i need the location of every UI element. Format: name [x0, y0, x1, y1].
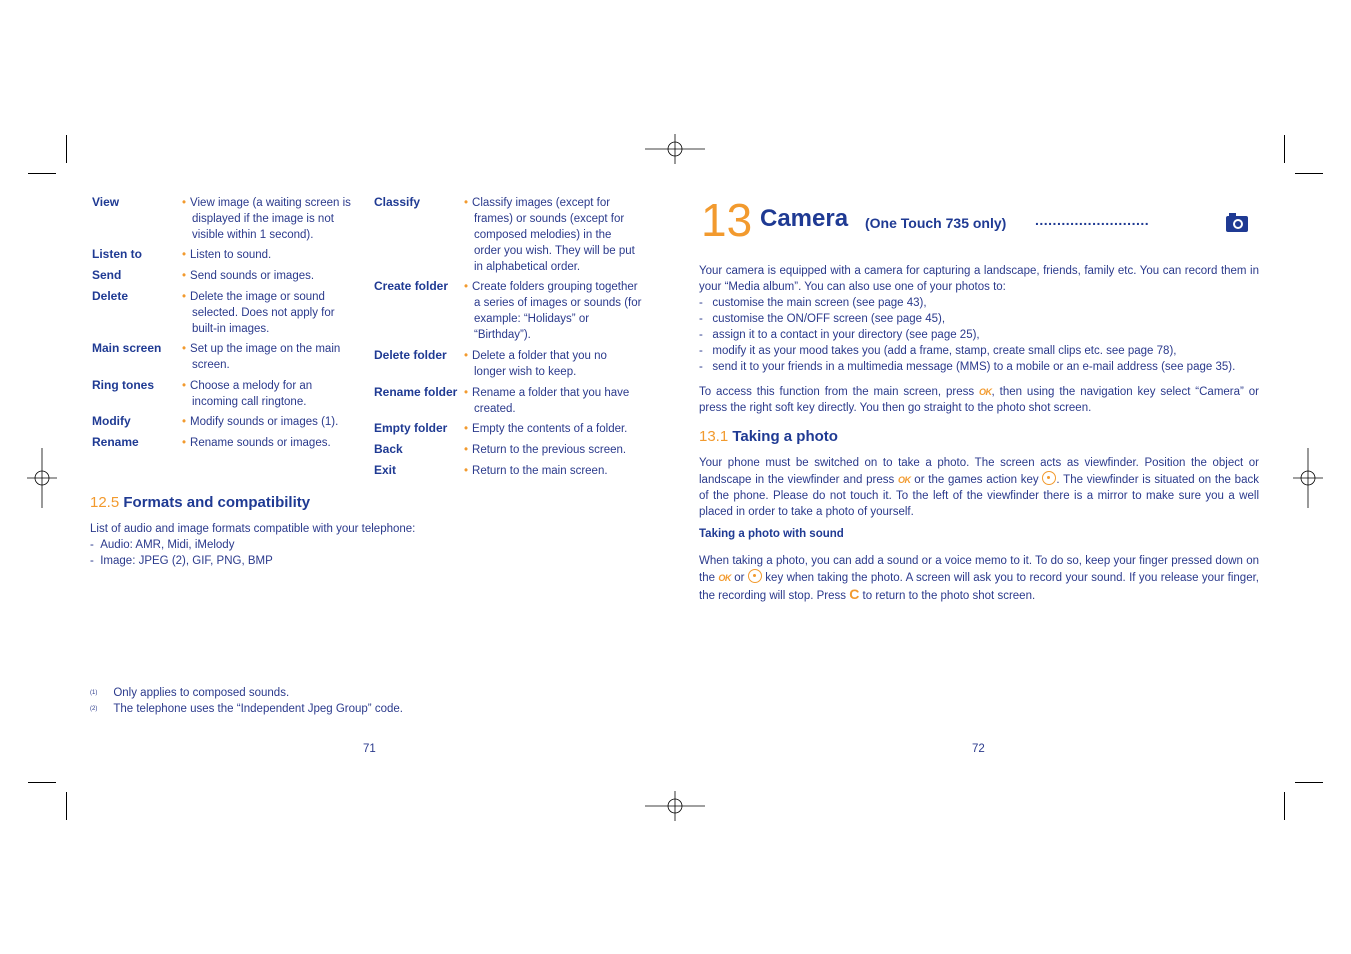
term-rename-folder: Rename folder [374, 385, 458, 399]
chapter-number: 13 [701, 194, 753, 246]
desc-view: • View image (a waiting screen is displayed if the image is not visible within 1 second). [182, 197, 351, 241]
chapter-title: Camera [760, 205, 849, 232]
term-exit: Exit [374, 463, 397, 477]
desc-delete-folder: • Delete a folder that you no longer wish to keep. [464, 350, 607, 378]
formats-list-item: - Audio: AMR, Midi, iMelody [90, 539, 235, 551]
term-create-folder: Create folder [374, 279, 449, 293]
chapter-dots: .......................... [1035, 212, 1150, 228]
term-rename: Rename [92, 435, 139, 449]
desc-delete: • Delete the image or sound selected. Does not apply for built-in images. [182, 291, 335, 335]
term-modify: Modify [92, 414, 131, 428]
registration-mark-bottom [645, 791, 705, 821]
camera-list-item: - modify it as your mood takes you (add a frame, stamp, create small clips etc. see page 78), [699, 345, 1177, 357]
navigation-key-icon [748, 569, 762, 583]
taking-photo-paragraph: Your phone must be switched on to take a photo. The screen acts as viewfinder. Position the object or landscape in the viewfinder and press OK or the games action key . The viewfinder is situated on the back of the phone. Please do not touch it. To the left of the viewfinder there is a mirror to make sure you a well placed in order to take a photo of yourself. [699, 457, 1259, 518]
camera-icon [1224, 212, 1250, 234]
desc-ring-tones: • Choose a melody for an incoming call ringtone. [182, 380, 313, 408]
desc-create-folder: • Create folders grouping together a series of images or sounds (for example: “Holidays” or “Birthday”). [464, 281, 642, 341]
registration-mark-left [27, 448, 57, 508]
desc-exit: • Return to the main screen. [464, 465, 608, 477]
term-delete-folder: Delete folder [374, 348, 447, 362]
footnote-1: $^{(1)}$ Only applies to composed sounds. [90, 687, 290, 699]
desc-modify: • Modify sounds or images (1). [182, 416, 339, 428]
camera-list-item: - assign it to a contact in your directory (see page 25), [699, 329, 980, 341]
desc-classify: • Classify images (except for frames) or sounds (except for composed melodies) in the order you wish. They will be put in alphabetical order. [464, 197, 635, 273]
clear-key-icon: C [849, 586, 860, 602]
term-main-screen: Main screen [92, 341, 162, 355]
page-number-left: 71 [363, 743, 376, 755]
formats-intro: List of audio and image formats compatible with your telephone: [90, 523, 416, 535]
section-heading-12-5: 12.5 Formats and compatibility [90, 494, 311, 511]
ok-key-icon: OK [979, 387, 992, 397]
ok-key-icon: OK [898, 475, 911, 485]
photo-sound-paragraph: When taking a photo, you can add a sound or a voice memo to it. To do so, keep your finger pressed down on the OK or key when taking the photo. A screen will ask you to record your sound. If you release your finger, the recording will stop. Press C to return to the photo shot screen. [699, 555, 1259, 602]
camera-list-item: - customise the ON/OFF screen (see page 45), [699, 313, 946, 325]
desc-rename: • Rename sounds or images. [182, 437, 331, 449]
term-send: Send [92, 268, 122, 282]
term-delete: Delete [92, 289, 129, 303]
term-ring-tones: Ring tones [92, 378, 154, 392]
term-back: Back [374, 442, 403, 456]
desc-main-screen: • Set up the image on the main screen. [182, 343, 341, 371]
registration-mark-right [1293, 448, 1323, 508]
camera-list-item: - send it to your friends in a multimedia message (MMS) to a mobile or an e-mail address (see page 35). [699, 361, 1236, 373]
desc-empty-folder: • Empty the contents of a folder. [464, 423, 628, 435]
section-heading-13-1: 13.1 Taking a photo [699, 428, 838, 445]
term-listen-to: Listen to [92, 247, 142, 261]
desc-back: • Return to the previous screen. [464, 444, 627, 456]
registration-mark-top [645, 134, 705, 164]
formats-list-item: - Image: JPEG (2), GIF, PNG, BMP [90, 555, 273, 567]
camera-intro: Your camera is equipped with a camera for capturing a landscape, friends, family etc. You can record them in your “Media album”. You can also use one of your photos to: [699, 265, 1259, 293]
footnote-2: $^{(2)}$ The telephone uses the “Independent Jpeg Group” code. [90, 703, 403, 715]
term-classify: Classify [374, 195, 421, 209]
chapter-subtitle: (One Touch 735 only) [865, 215, 1007, 231]
camera-list-item: - customise the main screen (see page 43), [699, 297, 927, 309]
camera-access-paragraph: To access this function from the main screen, press OK, then using the navigation key select “Camera” or press the right soft key directly. You then go straight to the photo shot screen. [699, 386, 1259, 414]
term-empty-folder: Empty folder [374, 421, 448, 435]
page-number-right: 72 [972, 743, 985, 755]
ok-key-icon: OK [718, 573, 731, 583]
term-view: View [92, 195, 120, 209]
desc-rename-folder: • Rename a folder that you have created. [464, 387, 630, 415]
desc-send: • Send sounds or images. [182, 270, 315, 282]
navigation-key-icon [1042, 471, 1056, 485]
sub-heading-photo-sound: Taking a photo with sound [699, 528, 844, 540]
desc-listen-to: • Listen to sound. [182, 249, 272, 261]
